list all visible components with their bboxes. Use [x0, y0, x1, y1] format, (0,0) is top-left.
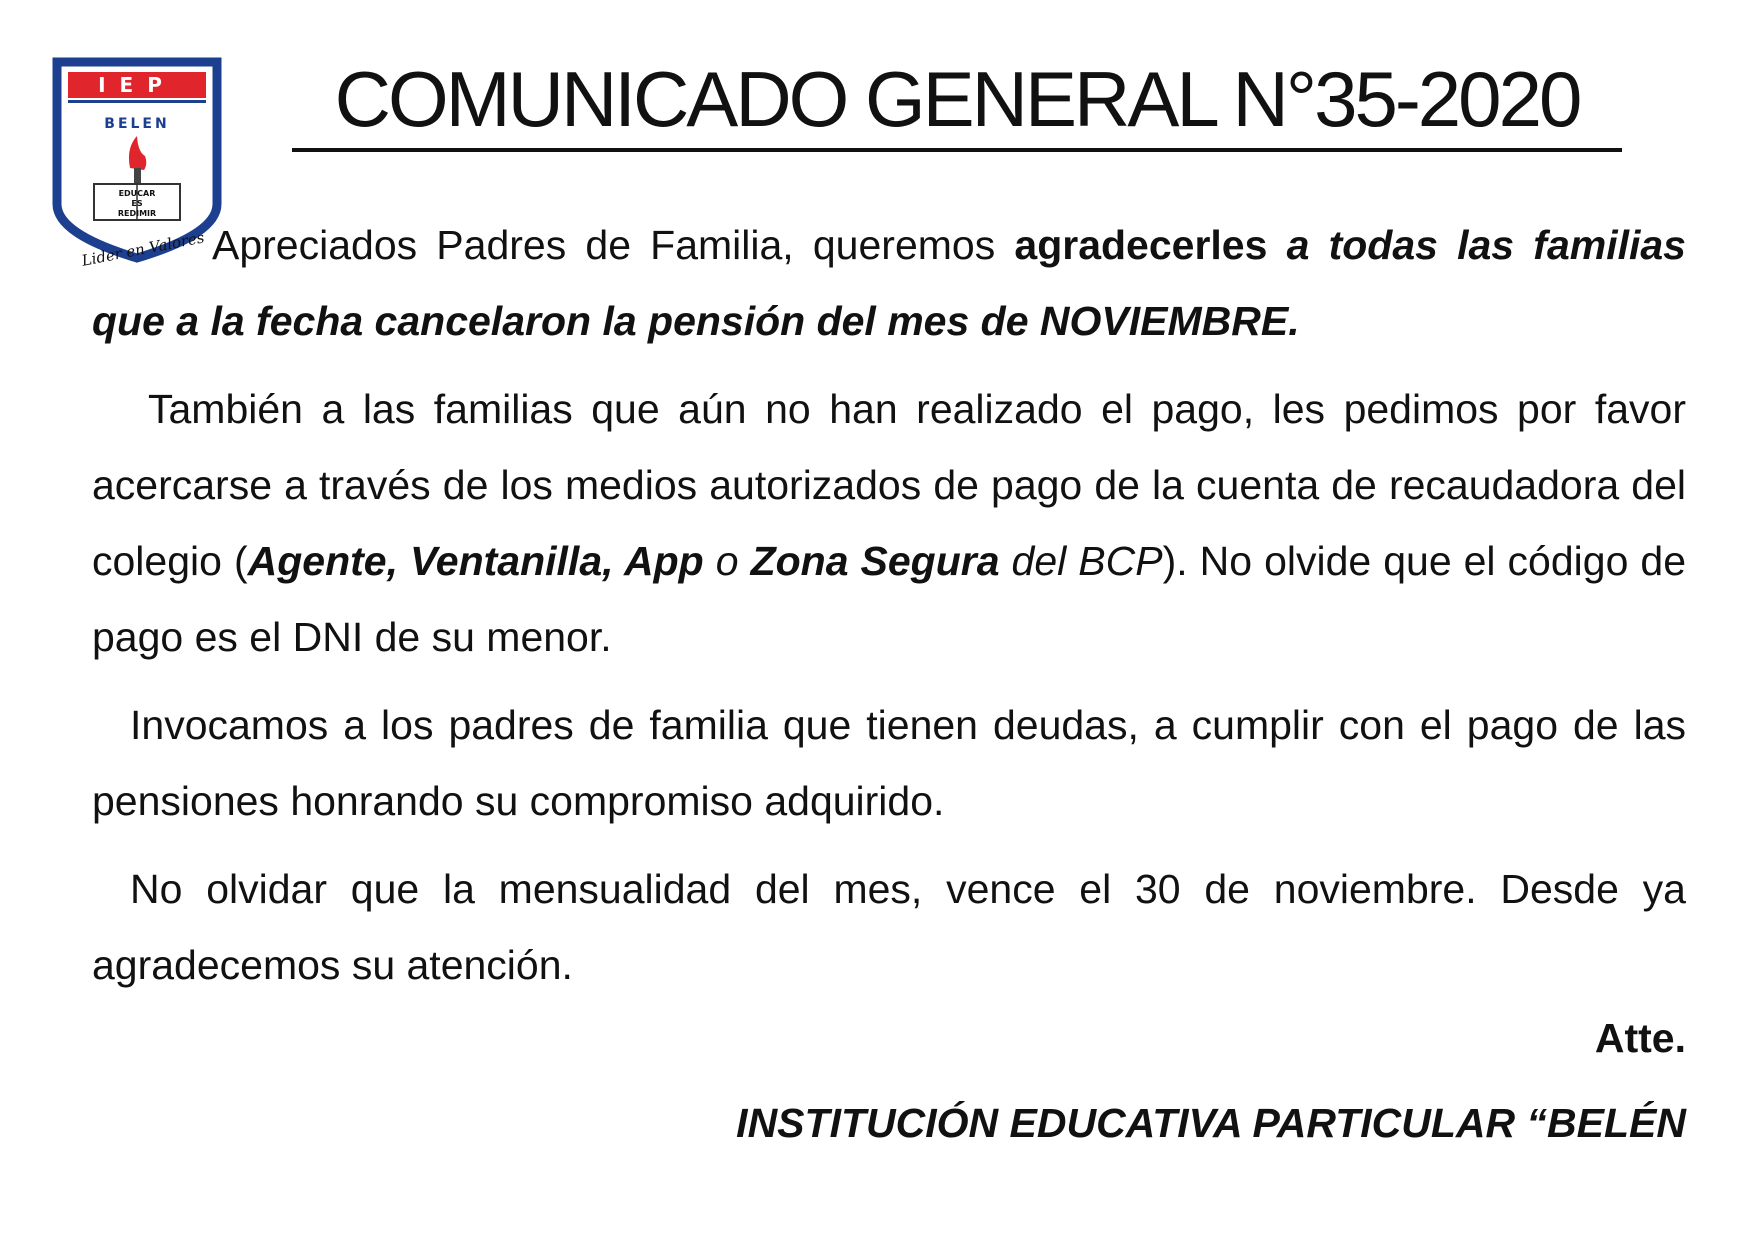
paragraph-payment-request: También a las familias que aún no han realizado el pago, les pedimos por favor acercarse a través de los medios autorizados de pago de la cuenta de recaudadora del colegio (Agente, Ventanilla, App o Zona Segura del BCP). No olvide que el código de pago es el DNI de su menor. — [92, 386, 1687, 660]
paragraph-payment-code: ). No olvide que el código de pago es el DNI de su menor. — [92, 538, 1687, 660]
paragraph-payment-text: También a las familias que aún no han realizado el pago, les pedimos por favor acercarse a través de los medios autorizados de pago de la cuenta de recaudadora del colegio ( — [92, 386, 1686, 584]
payment-channels: Agente, Ventanilla, App — [247, 538, 704, 584]
payment-channel-zona-segura: Zona Segura — [750, 538, 1000, 584]
logo-motto-3: REDIMIR — [117, 209, 157, 218]
logo-school-name: BELEN — [104, 116, 170, 132]
closing-atte: Atte. — [1594, 1015, 1686, 1061]
paragraph-thanks-bold: agradecerles — [1014, 222, 1268, 268]
letter-body — [92, 207, 1686, 1003]
page-title: COMUNICADO GENERAL N°35-2020 — [292, 60, 1622, 152]
paragraph-thanks-emphasis: a todas las familias que a la fecha cancelaron la pensión del mes de NOVIEMBRE. — [92, 222, 1686, 344]
paragraph-debts: Invocamos a los padres de familia que tienen deudas, a cumplir con el pago de las pensiones honrando su compromiso adquirido. — [92, 702, 1686, 824]
paragraph-thanks-intro: Apreciados Padres de Familia, queremos — [212, 222, 1015, 268]
signature-institution: INSTITUCIÓN EDUCATIVA PARTICULAR “BELÉN — [736, 1100, 1686, 1146]
bank-name: del BCP — [999, 538, 1163, 584]
logo-motto-1: EDUCAR — [118, 189, 156, 198]
logo-motto-2: ES — [131, 199, 143, 208]
logo-tagline: Lider en Valores — [80, 228, 206, 270]
paragraph-thanks — [92, 207, 1686, 359]
logo-abbr: IEP — [98, 73, 176, 97]
paragraph-due-date: No olvidar que la mensualidad del mes, vence el 30 de noviembre. Desde ya agradecemos su atención. — [92, 866, 1686, 988]
